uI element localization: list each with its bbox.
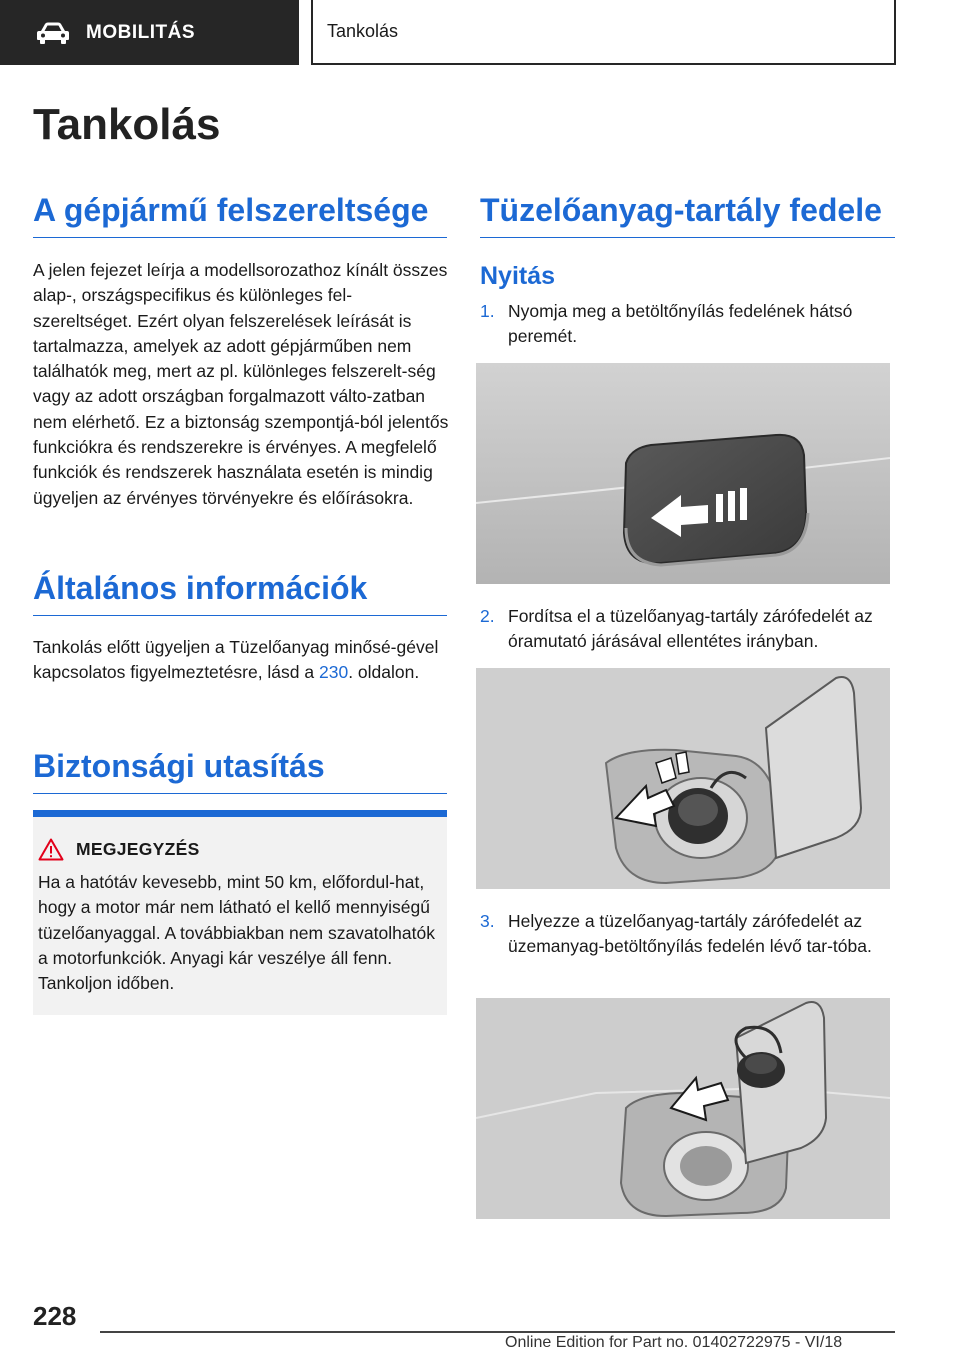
warning-text: Ha a hatótáv kevesebb, mint 50 km, előfordul-hat, hogy a motor már nem látható el kellő mennyiségű tüzelőanyaggal. A továbbiakban nem szavatolhatók a motorfunkciók. Anyagi kár veszélye áll fenn. Tankoljon időben.: [38, 872, 435, 994]
equipment-heading: A gépjármű felszereltsége: [33, 192, 447, 238]
page-number: 228: [33, 1301, 77, 1331]
fuel-flap-press-image: [476, 363, 890, 584]
edition-info: Online Edition for Part no. 01402722975 - VI/18: [505, 1334, 843, 1351]
general-text-before: Tankolás előtt ügyeljen a Tüzelőanyag minősé-gével kapcsolatos figyelmeztetésre, lásd a: [33, 637, 439, 683]
warning-header: [38, 838, 200, 861]
opening-subheading: Nyitás: [480, 262, 556, 290]
step-text: Helyezze a tüzelőanyag-tartály zárófedelét az üzemanyag-betöltőnyílás fedelén lévő tar-tóba.: [508, 911, 872, 957]
footer-divider: [100, 1331, 895, 1333]
fuel-cap-holder-image: [476, 998, 890, 1219]
step-number: 2.: [480, 606, 495, 626]
car-icon: [36, 21, 70, 45]
chapter-label: Tankolás: [327, 21, 399, 41]
warning-triangle-icon: [38, 838, 64, 861]
equipment-text: A jelen fejezet leírja a modellsorozathoz kínált összes alap-, országspecifikus és különleges fel-szereltséget. Ezért olyan felszerelések leírását is tartalmazza, amelyek az adott gépjárműben nem találhatók meg, mert az pl. különleges felszerelt-ség vagy az adott országban forgalmazott válto-zatban nem elérhető. Ez a biztonság szempontjá-ból jelentős funkciókra és rendszerekre is érvényes. A megfelelő funkciók és rendszerek használata esetén is mindig ügyeljen az érvényes törvényekre és előírásokra.: [33, 260, 449, 508]
chapter-tab: [311, 0, 896, 65]
general-info-heading: Általános információk: [33, 570, 447, 616]
step-number: 1.: [480, 301, 495, 321]
warning-title: MEGJEGYZÉS: [76, 839, 200, 859]
step-2: [480, 604, 893, 655]
fuel-cap-turn-image: [476, 668, 890, 889]
step-text: Fordítsa el a tüzelőanyag-tartály zárófedelét az óramutató járásával ellentétes irányban.: [508, 606, 873, 652]
step-text: Nyomja meg a betöltőnyílás fedelének hátsó peremét.: [508, 301, 853, 347]
fuel-cap-heading: Tüzelőanyag-tartály fedele: [480, 192, 895, 238]
section-label: MOBILITÁS: [86, 21, 195, 43]
page-reference-link[interactable]: 230: [318, 662, 349, 683]
general-text-after: . oldalon.: [348, 662, 420, 683]
safety-heading: Biztonsági utasítás: [33, 748, 447, 794]
step-1: [480, 299, 893, 350]
general-info-text: [33, 635, 447, 686]
section-tab: [0, 0, 299, 65]
step-number: 3.: [480, 911, 495, 931]
page-title: Tankolás: [33, 100, 221, 149]
warning-accent-bar: [33, 810, 447, 817]
step-3: [480, 909, 893, 960]
